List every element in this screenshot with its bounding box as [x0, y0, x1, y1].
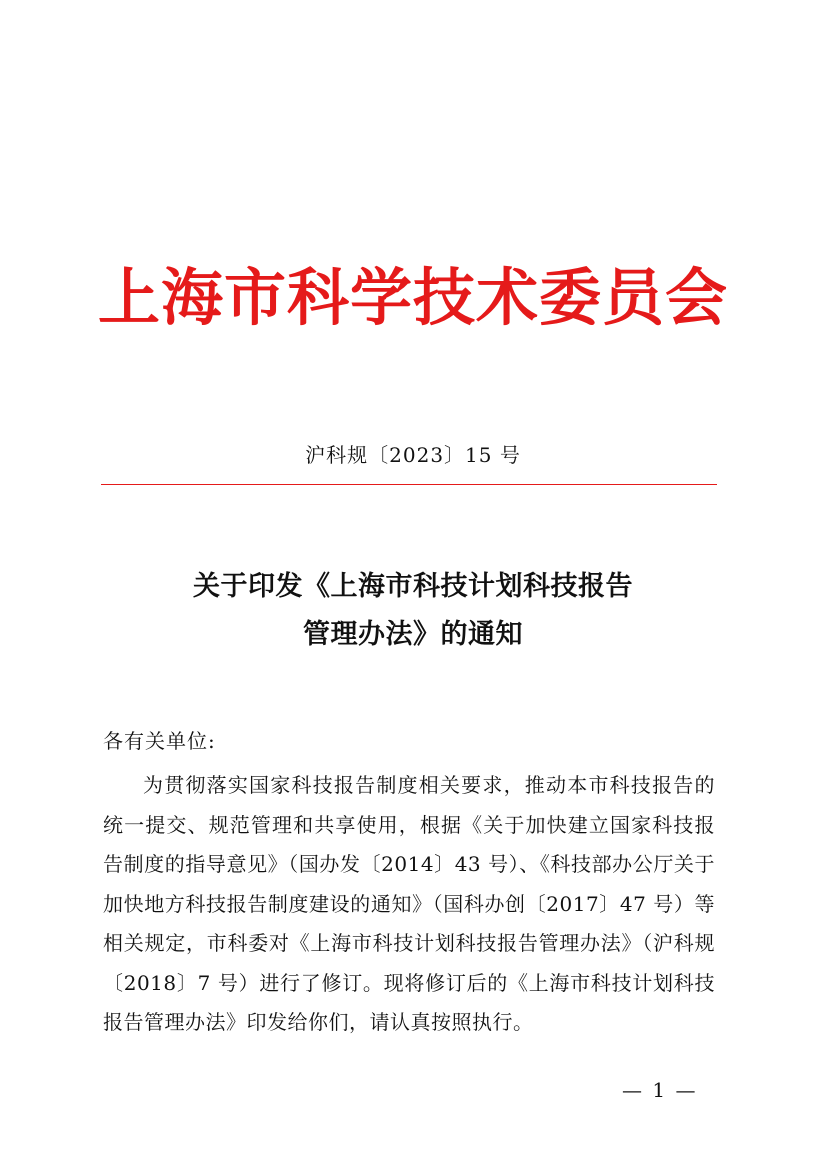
- salutation: 各有关单位:: [103, 729, 216, 753]
- document-number: 沪科规〔2023〕15 号: [305, 443, 521, 467]
- page-number: — 1 —: [622, 1078, 698, 1102]
- notice-title-line-2: 管理办法》的通知: [303, 619, 523, 650]
- notice-title-line-1: 关于印发《上海市科技计划科技报告: [193, 571, 633, 602]
- notice-title: [60, 563, 766, 659]
- issuing-organization-title: 上海市科学技术委员会: [97, 261, 728, 334]
- red-divider-line: [101, 484, 717, 485]
- body-paragraph: 为贯彻落实国家科技报告制度相关要求，推动本市科技报告的统一提交、规范管理和共享使用，根据《关于加快建立国家科技报告制度的指导意见》（国办发〔2014〕43 号）、《科技部办公厅关于加快地方科技报告制度建设的通知》（国科办创〔2017〕47 号）等相关规定，市科委对《上海市科技计划科技报告管理办法》（沪科规〔2018〕7 号）进行了修订。现将修订后的《上海市科技计划科技报告管理办法》印发给你们，请认真按照执行。: [103, 773, 715, 1034]
